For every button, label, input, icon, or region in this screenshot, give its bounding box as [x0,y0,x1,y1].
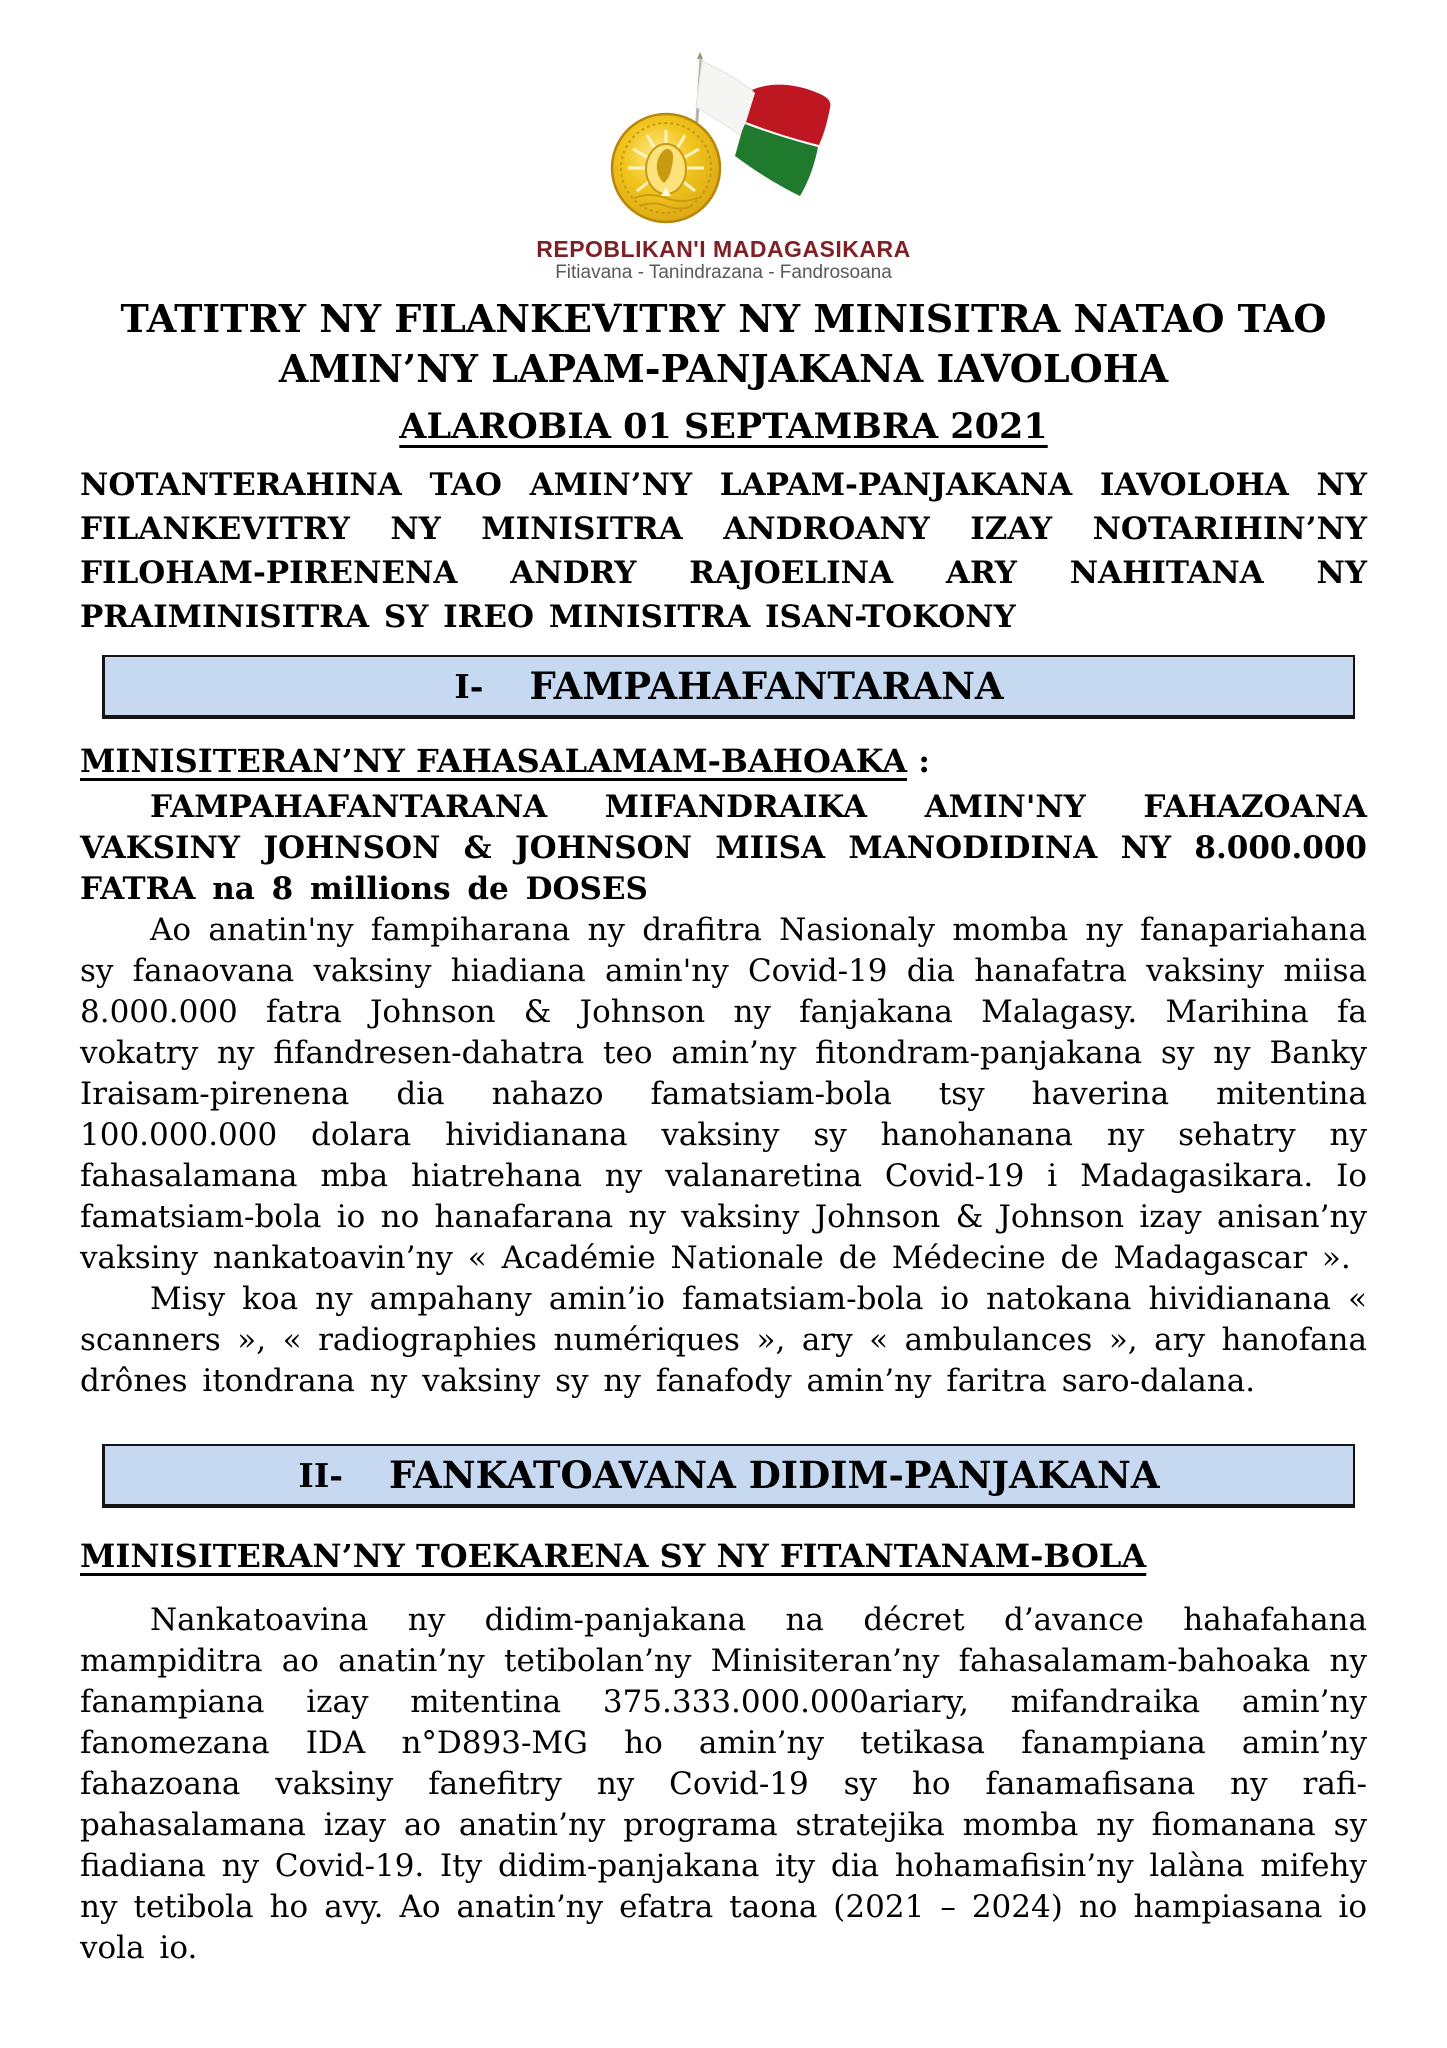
document-title [80,294,1367,394]
section-banner-fankatoavana [102,1444,1355,1508]
emblem-country-name: REPOBLIKAN'I MADAGASIKARA [536,236,911,262]
ministry-heading-health: MINISITERAN’NY FAHASALAMAM-BAHOAKA : [80,742,930,780]
ministry-heading-economy: MINISITERAN’NY TOEKARENA SY NY FITANTANAM-BOLA [80,1537,1147,1575]
section-banner-label: FAMPAHAFANTARANA [529,664,1004,708]
ministry-heading-colon: : [907,742,930,780]
body-paragraph-1: Ao anatin'ny fampiharana ny drafitra Nasionaly momba ny fanapariahana sy fanaovana vaksiny hiadiana amin'ny Covid-19 dia hanafatra vaksiny miisa 8.000.000 fatra Johnson & Johnson ny fanjakana Malagasy. Marihina fa vokatry ny fifandresen-dahatra teo amin’ny fitondram-panjakana sy ny Banky Iraisam-pirenena dia nahazo famatsiam-bola tsy haverina mitentina 100.000.000 dolara hividianana vaksiny sy hanohanana ny sehatry ny fahasalamana mba hiatrehana ny valanaretina Covid-19 i Madagasikara. Io famatsiam-bola io no hanafarana ny vaksiny Johnson & Johnson izay anisan’ny vaksiny nankatoavin’ny « Académie Nationale de Médecine de Madagascar ». [80,912,1367,1276]
document-title-line1: TATITRY NY FILANKEVITRY NY MINISITRA NATAO TAO [120,296,1327,341]
national-emblem [514,50,934,284]
madagascar-flag-seal-icon [604,50,844,236]
section-banner-fampahafantarana [102,655,1355,719]
body-paragraph-2: Misy koa ny ampahany amin’io famatsiam-bola io natokana hividianana « scanners », « radiographies numériques », ary « ambulances », ary hanofana drônes itondrana ny vaksiny sy ny fanafody amin’ny faritra saro-dalana. [80,1281,1367,1399]
body-paragraph-3: Nankatoavina ny didim-panjakana na décret d’avance hahafahana mampiditra ao anatin’ny tetibolan’ny Minisiteran’ny fahasalamam-bahoaka ny fanampiana izay mitentina 375.333.000.000ariary, mifandraika amin’ny fanomezana IDA n°D893-MG ho amin’ny tetikasa fanampiana amin’ny fahazoana vaksiny fanefitry ny Covid-19 sy ho fanamafisana ny rafi-pahasalamana izay ao anatin’ny programa stratejika momba ny fiomanana sy fiadiana ny Covid-19. Ity didim-panjakana ity dia hohamafisin’ny lalàna mifehy ny tetibola ho avy. Ao anatin’ny efatra taona (2021 – 2024) no hampiasana io vola io. [80,1602,1367,1966]
section-banner-label: FANKATOAVANA DIDIM-PANJAKANA [389,1453,1160,1497]
vaccine-notice-paragraph: FAMPAHAFANTARANA MIFANDRAIKA AMIN'NY FAHAZOANA VAKSINY JOHNSON & JOHNSON MIISA MANODIDINA NY 8.000.000 FATRA na 8 millions de DOSES [80,789,1367,907]
emblem-motto: Fitiavana - Tanindrazana - Fandrosoana [555,262,892,283]
date-heading: ALAROBIA 01 SEPTAMBRA 2021 [399,406,1048,447]
document-title-line2: AMIN’NY LAPAM-PANJAKANA IAVOLOHA [278,346,1169,391]
intro-paragraph: NOTANTERAHINA TAO AMIN’NY LAPAM-PANJAKANA IAVOLOHA NY FILANKEVITRY NY MINISITRA ANDROANY IZAY NOTARIHIN’NY FILOHAM-PIRENENA ANDRY RAJOELINA ARY NAHITANA NY PRAIMINISITRA SY IREO MINISITRA ISAN-TOKONY [80,467,1367,635]
section-number: II- [298,1455,343,1495]
section-number: I- [454,666,484,706]
